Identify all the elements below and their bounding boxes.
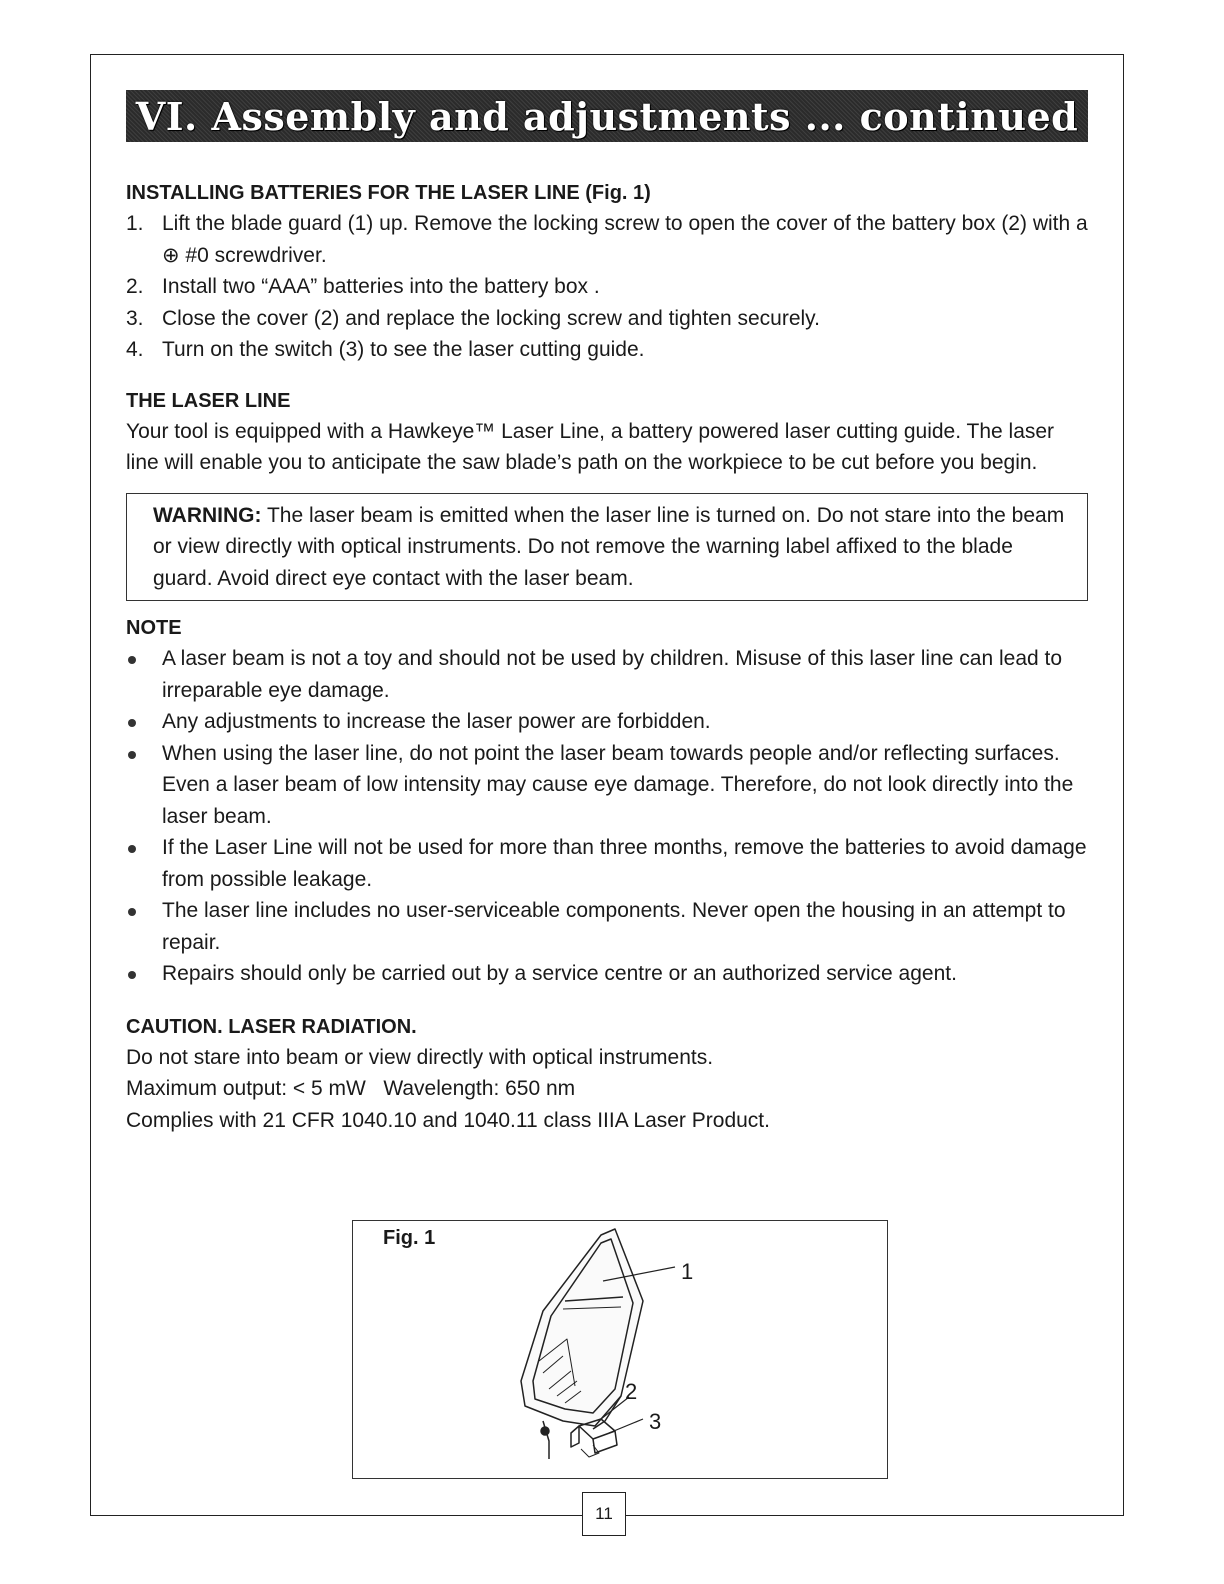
warning-text: The laser beam is emitted when the laser line is turned on. Do not stare into the beam or view directly with optical instruments. Do not remove the warning label affixed to the blade guard. Avoid direct eye contact with the laser beam. — [153, 503, 1065, 590]
step-number: 3. — [126, 306, 144, 330]
callout-1: 1 — [681, 1259, 694, 1284]
step-number: 2. — [126, 275, 144, 298]
caution-line: Complies with 21 CFR 1040.10 and 1040.11 class IIIA Laser Product. — [126, 1108, 770, 1132]
list-item: If the Laser Line will not be used for more than three months, remove the batteries to avoid damage from possible leakage. — [126, 832, 1088, 895]
warning-box — [126, 493, 1088, 602]
blade-guard-illustration — [353, 1221, 887, 1478]
bottom-rule-right — [626, 1515, 1124, 1516]
list-item: Repairs should only be carried out by a service centre or an authorized service agent. — [126, 958, 1088, 990]
section-title: VI. Assembly and adjustments ... continued — [135, 93, 1079, 139]
figure-1 — [352, 1220, 888, 1479]
page-number: 11 — [582, 1492, 626, 1536]
step-text: Close the cover (2) and replace the locking screw and tighten securely. — [162, 306, 820, 330]
list-item: A laser beam is not a toy and should not be used by children. Misuse of this laser line can lead to irreparable eye damage. — [126, 643, 1088, 706]
step-text: Turn on the switch (3) to see the laser cutting guide. — [162, 338, 645, 361]
list-item — [126, 334, 1088, 366]
step-text: Lift the blade guard (1) up. Remove the locking screw to open the cover of the battery box (2) with a ⊕ #0 screwdriver. — [162, 212, 1088, 267]
caution-line: Do not stare into beam or view directly with optical instruments. — [126, 1045, 714, 1069]
callout-3: 3 — [649, 1409, 662, 1434]
figure-label: Fig. 1 — [383, 1227, 436, 1249]
list-item: Any adjustments to increase the laser power are forbidden. — [126, 706, 1088, 738]
step-number: 1. — [126, 212, 144, 235]
warning-label: WARNING: — [153, 503, 262, 527]
caution-line: Maximum output: < 5 mW Wavelength: 650 nm — [126, 1077, 576, 1100]
laser-line-heading: THE LASER LINE — [126, 389, 291, 412]
step-text: Install two “AAA” batteries into the battery box . — [162, 275, 600, 298]
install-heading: INSTALLING BATTERIES FOR THE LASER LINE (Fig. 1) — [126, 182, 651, 204]
bottom-rule-left — [90, 1515, 582, 1516]
laser-line-body: Your tool is equipped with a Hawkeye™ Laser Line, a battery powered laser cutting guide. The laser line will enable you to anticipate the saw blade’s path on the workpiece to be cut before you begin. — [126, 419, 1055, 474]
note-list — [126, 643, 1088, 990]
page-content — [126, 178, 1088, 1136]
list-item: When using the laser line, do not point the laser beam towards people and/or reflecting surfaces. Even a laser beam of low intensity may cause eye damage. Therefore, do not look directly into the laser beam. — [126, 738, 1088, 833]
install-steps — [126, 208, 1088, 366]
list-item: The laser line includes no user-serviceable components. Never open the housing in an attempt to repair. — [126, 895, 1088, 958]
section-banner — [126, 90, 1088, 142]
list-item — [126, 303, 1088, 335]
callout-2: 2 — [625, 1379, 638, 1404]
list-item — [126, 208, 1088, 271]
caution-heading: CAUTION. LASER RADIATION. — [126, 1015, 417, 1038]
step-number: 4. — [126, 338, 144, 361]
note-heading: NOTE — [126, 617, 182, 639]
list-item — [126, 271, 1088, 303]
